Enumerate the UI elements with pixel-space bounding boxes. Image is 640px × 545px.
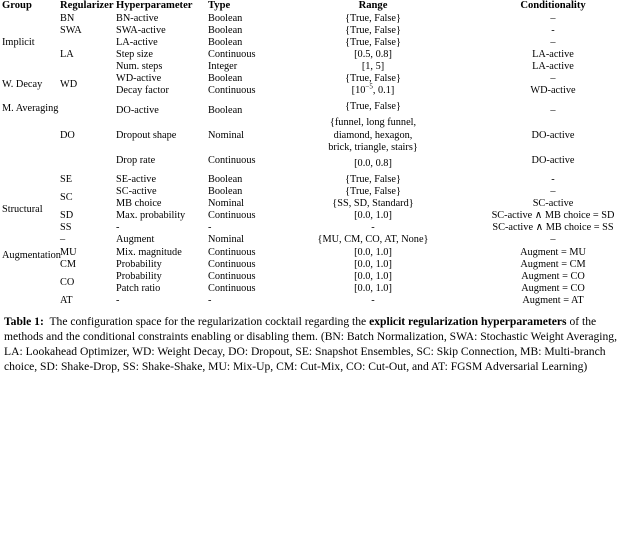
type-group xyxy=(208,271,278,295)
hyperparameter-group xyxy=(116,73,208,97)
hyperparameter-sc-active: SC-active xyxy=(116,185,157,197)
range-cell: [0.0, 1.0] xyxy=(354,258,392,270)
regularizer-mu: MU xyxy=(60,246,77,258)
range-cell: [0.0, 1.0] xyxy=(354,283,392,295)
table-row xyxy=(2,97,638,173)
range-cell: - xyxy=(371,222,375,234)
conditionality-cell: SC-active ∧ MB choice = SD xyxy=(491,210,615,222)
table-row xyxy=(2,271,638,295)
conditionality-cell: Augment = CO xyxy=(521,270,585,282)
hyperparameter-do-active: DO-active xyxy=(116,104,159,116)
hyperparameter-probability: Probability xyxy=(116,270,162,282)
caption-part2: of the methods and the conditional constraints enabling or disabling them. (BN: Batch Normalization, SWA: Stochastic Weight Averaging, LA: Lookahead Optimizer, WD: Weight Decay, DO: Dropout, SE: Snapshot Ensembles, SC: Skip Connection, MB: Multi-branch choice, SD: Shake-Drop, SS: Shake-Shake, MU: Mix-Up, CM: Cut-Mix, CO: Cut-Out, and AT: FGSM Adversarial Learning) xyxy=(4,315,617,373)
table-row xyxy=(2,25,638,37)
table-bottom-rule xyxy=(2,307,638,309)
table-caption xyxy=(2,315,638,375)
regularizer-wd: WD xyxy=(60,79,78,91)
range-group xyxy=(278,37,468,73)
conditionality-cell: LA-active xyxy=(532,61,574,73)
type-cell: Boolean xyxy=(208,104,243,116)
regularizer-cm: CM xyxy=(60,258,77,270)
conditionality-cell: – xyxy=(550,234,556,246)
group-label-implicit: Implicit xyxy=(2,36,35,48)
range-cell: [0.5, 0.8] xyxy=(354,48,392,60)
type-cell: Continuous xyxy=(208,210,256,222)
conditionality-cell: Augment = MU xyxy=(520,246,586,258)
table-row xyxy=(2,210,638,222)
range-cell: [1, 5] xyxy=(361,61,385,73)
regularizer-sd: SD xyxy=(60,210,74,222)
table-header-row xyxy=(2,0,638,13)
range-cell: {True, False} xyxy=(345,185,401,197)
header-group: Group xyxy=(2,0,32,11)
conditionality-cell: – xyxy=(550,185,556,197)
table-row xyxy=(2,234,638,246)
configuration-space-table xyxy=(2,0,638,309)
group-label-w-decay: W. Decay xyxy=(2,79,43,91)
conditionality-cell: – xyxy=(550,73,556,85)
conditionality-cell: – xyxy=(550,104,556,116)
header-conditionality: Conditionality xyxy=(520,0,586,11)
type-cell: Continuous xyxy=(208,283,256,295)
range-cell: {True, False} xyxy=(345,36,401,48)
type-cell: Continuous xyxy=(208,258,256,270)
type-cell: Boolean xyxy=(208,24,243,36)
range-cell: {True, False} xyxy=(345,12,401,24)
conditionality-cell: – xyxy=(550,12,556,24)
regularizer-ss: SS xyxy=(60,222,72,234)
regularizer-swa: SWA xyxy=(60,24,82,36)
conditionality-cell: – xyxy=(550,36,556,48)
regularizer-bn: BN xyxy=(60,12,75,24)
hyperparameter-step-size: Step size xyxy=(116,48,153,60)
regularizer-co: CO xyxy=(60,276,75,288)
hyperparameter-num-steps: Num. steps xyxy=(116,61,163,73)
bottom-rule-line xyxy=(2,307,638,309)
type-cell: Continuous xyxy=(208,270,256,282)
type-cell: Boolean xyxy=(208,12,243,24)
range-cell: {True, False} xyxy=(345,73,401,85)
conditionality-group xyxy=(468,271,638,295)
type-group xyxy=(208,186,278,210)
table-row xyxy=(2,186,638,210)
header-range: Range xyxy=(358,0,388,11)
range-line: diamond, hexagon, xyxy=(333,129,413,141)
type-cell: - xyxy=(208,295,212,307)
caption-label: Table 1: xyxy=(4,315,44,329)
table-row xyxy=(2,73,638,97)
range-cell: {MU, CM, CO, AT, None} xyxy=(317,234,429,246)
caption-bold-phrase: explicit regularization hyperparameters xyxy=(369,315,567,329)
range-cell: {True, False} xyxy=(345,173,401,185)
conditionality-cell: DO-active xyxy=(531,129,575,141)
conditionality-cell: Augment = CO xyxy=(521,283,585,295)
type-cell: Continuous xyxy=(208,246,256,258)
regularizer-do: DO xyxy=(60,129,75,141)
table-row xyxy=(2,37,638,73)
type-cell: Nominal xyxy=(208,198,245,210)
type-cell: Continuous xyxy=(208,48,256,60)
conditionality-group xyxy=(468,97,638,173)
regularizer-at: AT xyxy=(60,295,73,307)
group-label-augmentation: Augmentation xyxy=(2,250,61,262)
conditionality-cell: LA-active xyxy=(532,48,574,60)
hyperparameter-cell: - xyxy=(116,295,120,307)
table-row xyxy=(2,295,638,307)
hyperparameter-bn-active: BN-active xyxy=(116,12,159,24)
table-row xyxy=(2,222,638,234)
group-label-m-averaging: M. Averaging xyxy=(2,103,59,115)
header-regularizer: Regularizer xyxy=(60,0,114,11)
table-row xyxy=(2,247,638,259)
regularizer-sc: SC xyxy=(60,191,73,203)
range-cell: [0.0, 1.0] xyxy=(354,270,392,282)
type-cell: Boolean xyxy=(208,173,243,185)
hyperparameter-dropout-shape: Dropout shape xyxy=(116,129,177,141)
range-suffix: , 0.1] xyxy=(372,85,395,97)
type-group xyxy=(208,37,278,73)
hyperparameter-cell: - xyxy=(116,222,120,234)
hyperparameter-drop-rate: Drop rate xyxy=(116,154,156,166)
hyperparameter-mb-choice: MB choice xyxy=(116,198,162,210)
type-cell: Integer xyxy=(208,61,238,73)
group-label-structural: Structural xyxy=(2,204,43,216)
range-cell: [0.0, 1.0] xyxy=(354,246,392,258)
hyperparameter-patch-ratio: Patch ratio xyxy=(116,283,161,295)
type-cell: Boolean xyxy=(208,185,243,197)
header-hyperparameter: Hyperparameter xyxy=(116,0,193,11)
hyperparameter-group xyxy=(116,186,208,210)
range-cell: {SS, SD, Standard} xyxy=(332,198,414,210)
hyperparameter-la-active: LA-active xyxy=(116,36,158,48)
range-group xyxy=(278,97,468,173)
table-row xyxy=(2,174,638,186)
conditionality-cell: Augment = CM xyxy=(520,258,586,270)
type-group xyxy=(208,97,278,173)
range-exponent: −5 xyxy=(365,82,373,91)
table-row xyxy=(2,13,638,25)
type-cell: Nominal xyxy=(208,234,245,246)
regularizer-se: SE xyxy=(60,173,73,185)
caption-part1: The configuration space for the regularization cocktail regarding the xyxy=(49,315,370,329)
conditionality-group xyxy=(468,73,638,97)
header-type: Type xyxy=(208,0,231,11)
hyperparameter-group xyxy=(116,97,208,173)
hyperparameter-mix-magnitude: Mix. magnitude xyxy=(116,246,182,258)
hyperparameter-wd-active: WD-active xyxy=(116,73,162,85)
table-row xyxy=(2,259,638,271)
type-cell: - xyxy=(208,222,212,234)
type-group xyxy=(208,73,278,97)
conditionality-cell: SC-active xyxy=(532,198,574,210)
hyperparameter-group xyxy=(116,37,208,73)
hyperparameter-swa-active: SWA-active xyxy=(116,24,166,36)
conditionality-cell: Augment = AT xyxy=(522,295,584,307)
range-line: brick, triangle, stairs} xyxy=(328,141,418,153)
range-prefix: [10 xyxy=(351,85,366,97)
range-decay-factor xyxy=(278,82,468,97)
type-cell: Boolean xyxy=(208,36,243,48)
range-group xyxy=(278,73,468,97)
range-group xyxy=(278,271,468,295)
conditionality-group xyxy=(468,186,638,210)
range-cell: - xyxy=(371,295,375,307)
hyperparameter-max-probability: Max. probability xyxy=(116,210,186,222)
conditionality-cell: DO-active xyxy=(531,154,575,166)
range-cell: [0.0, 1.0] xyxy=(354,210,392,222)
regularizer-none: – xyxy=(60,234,66,246)
range-cell: {True, False} xyxy=(345,24,401,36)
hyperparameter-se-active: SE-active xyxy=(116,173,157,185)
conditionality-cell: WD-active xyxy=(530,85,576,97)
hyperparameter-decay-factor: Decay factor xyxy=(116,85,169,97)
hyperparameter-probability: Probability xyxy=(116,258,162,270)
range-cell: {True, False} xyxy=(345,100,401,112)
hyperparameter-group xyxy=(116,271,208,295)
regularizer-la: LA xyxy=(60,48,74,60)
conditionality-cell: SC-active ∧ MB choice = SS xyxy=(492,222,614,234)
range-cell: [0.0, 0.8] xyxy=(354,158,392,170)
conditionality-group xyxy=(468,37,638,73)
hyperparameter-augment: Augment xyxy=(116,234,155,246)
type-cell: Nominal xyxy=(208,129,245,141)
range-dropout-shape xyxy=(278,116,468,154)
range-line: {funnel, long funnel, xyxy=(329,117,417,129)
type-cell: Continuous xyxy=(208,154,256,166)
type-cell: Continuous xyxy=(208,85,256,97)
conditionality-cell: - xyxy=(551,173,555,185)
conditionality-cell: - xyxy=(551,24,555,36)
range-group xyxy=(278,186,468,210)
type-cell: Boolean xyxy=(208,73,243,85)
